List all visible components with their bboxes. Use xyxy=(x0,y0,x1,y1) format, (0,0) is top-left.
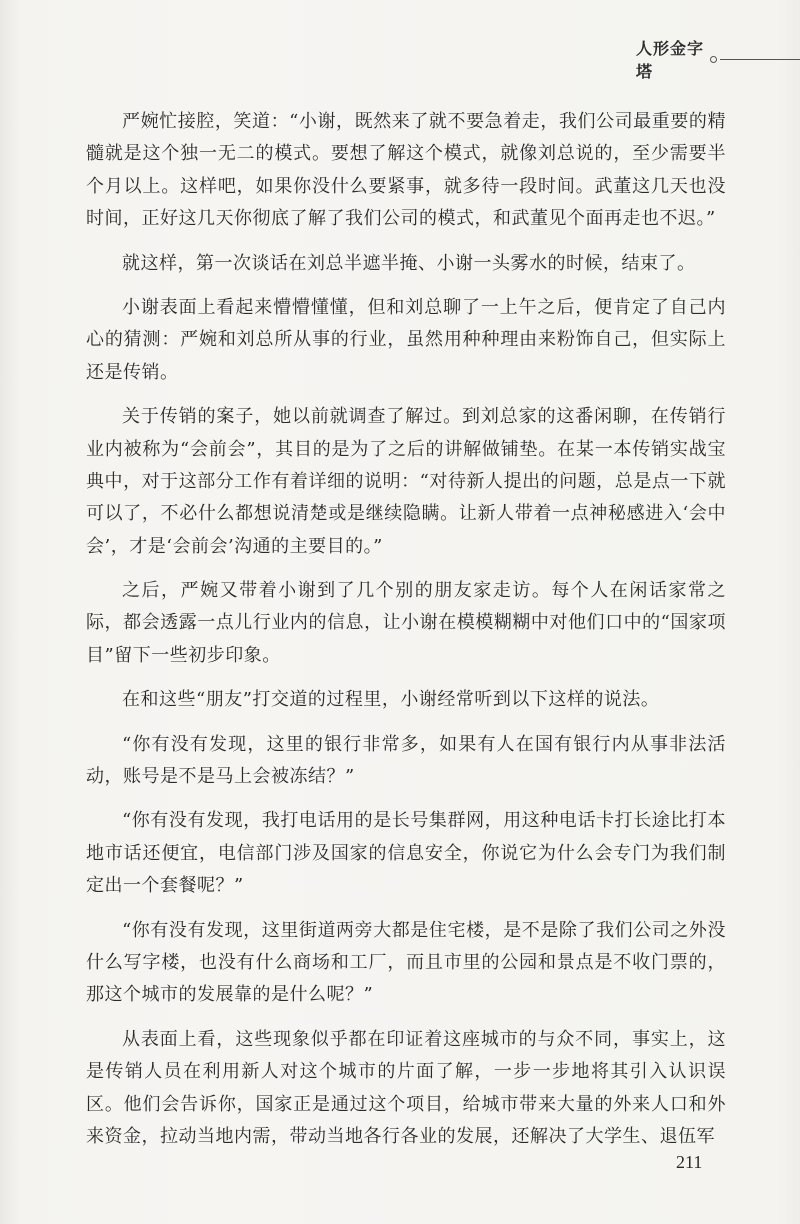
paragraph-5: 之后，严婉又带着小谢到了几个别的朋友家走访。每个人在闲话家常之际，都会透露一点儿行业内的信息，让小谢在模模糊糊中对他们口中的“国家项目”留下一些初步印象。 xyxy=(86,580,726,666)
header-rule xyxy=(720,59,800,60)
paragraph-8: “你有没有发现，我打电话用的是长号集群网，用这种电话卡打长途比打本地市话还便宜，电信部门涉及国家的信息安全，你说它为什么会专门为我们制定出一个套餐呢？” xyxy=(86,810,726,897)
paragraph-7: “你有没有发现，这里的银行非常多，如果有人在国有银行内从事非法活动，账号是不是马上会被冻结？” xyxy=(86,733,726,788)
paragraph-10: 从表面上看，这些现象似乎都在印证着这座城市的与众不同，事实上，这是传销人员在利用新人对这个城市的片面了解，一步一步地将其引入认识误区。他们会告诉你，国家正是通过这个项目，给城市带来大量的外来人口和外来资金，拉动当地内需，带动当地各行各业的发展，还解决了大学生、退伍军 xyxy=(86,1028,726,1147)
running-title: 人形金字塔 xyxy=(636,39,705,81)
running-header xyxy=(636,39,800,81)
body-text xyxy=(86,106,726,1165)
header-ornament xyxy=(710,56,800,63)
paragraph-9: “你有没有发现，这里街道两旁大都是住宅楼，是不是除了我们公司之外没什么写字楼，也没有什么商场和工厂，而且市里的公园和景点是不收门票的，那这个城市的发展靠的是什么呢？” xyxy=(86,919,726,1006)
paragraph-1: 严婉忙接腔，笑道：“小谢，既然来了就不要急着走，我们公司最重要的精髓就是这个独一无二的模式。要想了解这个模式，就像刘总说的，至少需要半个月以上。这样吧，如果你没什么要紧事，就多待一段时间。武董这几天也没时间，正好这几天你彻底了解了我们公司的模式，和武董见个面再走也不迟。” xyxy=(86,111,726,230)
paragraph-4: 关于传销的案子，她以前就调查了解过。到刘总家的这番闲聊，在传销行业内被称为“会前会”，其目的是为了之后的讲解做铺垫。在某一本传销实战宝典中，对于这部分工作有着详细的说明：“对待新人提出的问题，总是点一下就可以了，不必什么都想说清楚或是继续隐瞒。让新人带着一点神秘感进入‘会中会’，才是‘会前会’沟通的主要目的。” xyxy=(86,406,726,557)
paragraph-2: 就这样，第一次谈话在刘总半遮半掩、小谢一头雾水的时候，结束了。 xyxy=(122,252,696,274)
paragraph-3: 小谢表面上看起来懵懵懂懂，但和刘总聊了一上午之后，便肯定了自己内心的猜测：严婉和刘总所从事的行业，虽然用种种理由来粉饰自己，但实际上还是传销。 xyxy=(86,296,726,383)
paragraph-6: 在和这些“朋友”打交道的过程里，小谢经常听到以下这样的说法。 xyxy=(122,689,660,711)
page-number: 211 xyxy=(676,1152,703,1172)
ornament-circle-icon xyxy=(710,56,717,63)
